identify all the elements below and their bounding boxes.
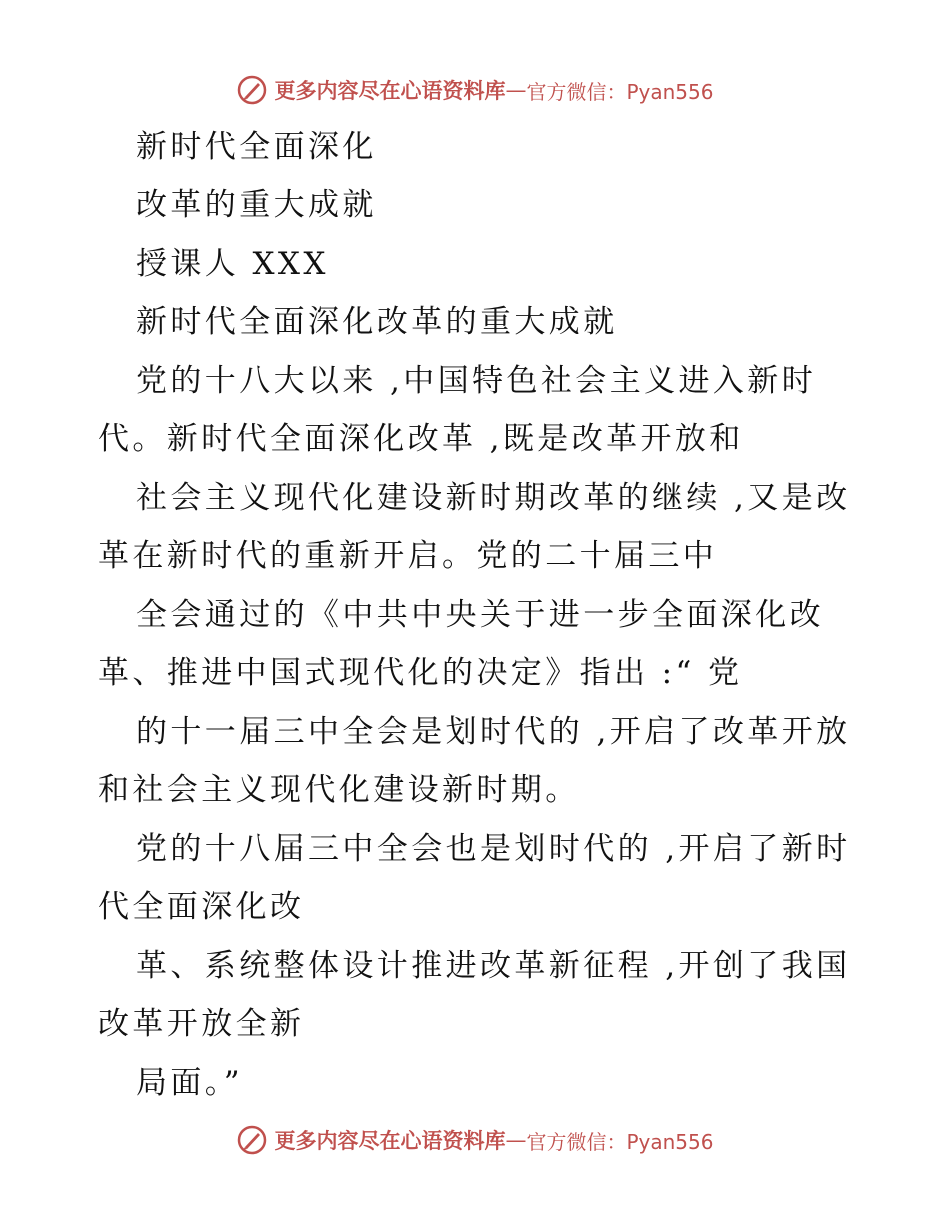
doc-line: 代。新时代全面深化改革 ,既是改革开放和 xyxy=(98,421,744,457)
doc-line: 新时代全面深化 xyxy=(136,129,377,165)
doc-line: 和社会主义现代化建设新时期。 xyxy=(98,772,580,808)
doc-line: 授课人 XXX xyxy=(136,246,329,282)
doc-line: 改革的重大成就 xyxy=(136,187,377,223)
doc-line: 新时代全面深化改革的重大成就 xyxy=(136,304,618,340)
footer-banner xyxy=(0,1120,950,1160)
doc-line: 党的十八届三中全会也是划时代的 ,开启了新时 xyxy=(136,831,851,867)
doc-line: 革在新时代的重新开启。党的二十届三中 xyxy=(98,538,718,574)
doc-line: 革、系统整体设计推进改革新征程 ,开创了我国 xyxy=(136,948,851,984)
doc-line: 革、推进中国式现代化的决定》指出 :“ 党 xyxy=(98,655,743,691)
doc-line: 改革开放全新 xyxy=(98,1006,305,1042)
footer-banner-text: 更多内容尽在心语资料库 xyxy=(274,1128,506,1153)
doc-line: 局面。” xyxy=(136,1065,243,1101)
doc-line: 的十一届三中全会是划时代的 ,开启了改革开放 xyxy=(136,714,851,750)
quill-logo-icon xyxy=(236,1124,268,1156)
footer-banner-wechat: 官方微信：Pyan556 xyxy=(526,1129,714,1154)
quill-logo-icon xyxy=(236,74,268,106)
header-banner xyxy=(0,70,950,110)
header-banner-separator: — xyxy=(505,78,527,102)
header-banner-text: 更多内容尽在心语资料库 xyxy=(274,78,506,103)
doc-line: 全会通过的《中共中央关于进一步全面深化改 xyxy=(136,597,824,633)
footer-banner-separator: — xyxy=(505,1128,527,1152)
doc-line: 党的十八大以来 ,中国特色社会主义进入新时 xyxy=(136,363,817,399)
header-banner-wechat: 官方微信：Pyan556 xyxy=(526,79,714,104)
doc-line: 代全面深化改 xyxy=(98,889,305,925)
doc-line: 社会主义现代化建设新时期改革的继续 ,又是改 xyxy=(136,480,851,516)
